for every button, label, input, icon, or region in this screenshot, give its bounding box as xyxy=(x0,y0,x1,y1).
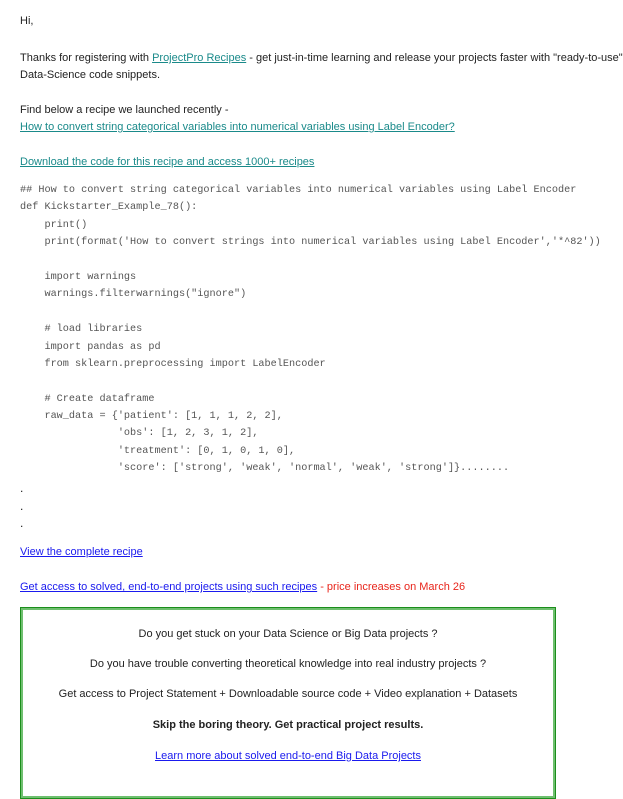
code-line: raw_data = {'patient': [1, 1, 1, 2, 2], xyxy=(20,411,283,423)
code-line: warnings.filterwarnings("ignore") xyxy=(20,289,247,301)
recipe-title-link[interactable]: How to convert string categorical variables into numerical variables using Label Encoder? xyxy=(20,121,455,133)
code-line: 'obs': [1, 2, 3, 1, 2], xyxy=(20,428,259,440)
promo-offer: Get access to Project Statement + Downloadable source code + Video explanation + Datasets xyxy=(58,688,518,700)
view-complete-recipe-link[interactable]: View the complete recipe xyxy=(20,546,143,558)
access-line xyxy=(20,581,465,593)
projectpro-recipes-link[interactable]: ProjectPro Recipes xyxy=(152,52,247,64)
code-line: ## How to convert string categorical variables into numerical variables using Label Encoder xyxy=(20,185,577,196)
intro-suffix: - get just-in-time learning and release your projects faster with "ready-to-use" xyxy=(246,52,623,64)
projects-promo-box xyxy=(20,607,556,799)
code-line xyxy=(20,304,601,321)
code-line xyxy=(20,373,601,390)
get-access-projects-link[interactable]: Get access to solved, end-to-end projects using such recipes xyxy=(20,581,318,593)
promo-question-2: Do you have trouble converting theoretical knowledge into real industry projects ? xyxy=(89,658,487,670)
code-line: import pandas as pd xyxy=(20,341,161,353)
price-increase-note: - price increases on March 26 xyxy=(317,581,466,593)
greeting: Hi, xyxy=(20,15,34,27)
code-line: 'treatment': [0, 1, 0, 1, 0], xyxy=(20,445,296,457)
ellipsis-dot-3: . xyxy=(20,516,24,530)
find-below-text: Find below a recipe we launched recently - xyxy=(20,104,229,116)
code-line xyxy=(20,252,601,269)
intro-prefix: Thanks for registering with xyxy=(20,52,153,64)
ellipsis-dot-1: . xyxy=(20,481,24,495)
code-line: import warnings xyxy=(20,271,137,283)
code-line: from sklearn.preprocessing import LabelEncoder xyxy=(20,358,326,370)
code-line: print() xyxy=(20,219,88,231)
promo-question-1: Do you get stuck on your Data Science or Big Data projects ? xyxy=(138,628,438,640)
code-line: 'score': ['strong', 'weak', 'normal', 'weak', 'strong']}........ xyxy=(20,463,510,475)
intro-line-1 xyxy=(20,52,623,64)
code-snippet xyxy=(20,182,601,478)
code-line: def Kickstarter_Example_78(): xyxy=(20,202,198,214)
intro-line-2: Data-Science code snippets. xyxy=(20,69,161,81)
code-line: # Create dataframe xyxy=(20,393,155,405)
learn-more-projects-link[interactable]: Learn more about solved end-to-end Big Data Projects xyxy=(155,750,421,762)
promo-tagline: Skip the boring theory. Get practical project results. xyxy=(152,719,424,731)
download-code-link[interactable]: Download the code for this recipe and access 1000+ recipes xyxy=(20,156,315,168)
code-line: # load libraries xyxy=(20,324,143,336)
ellipsis-dot-2: . xyxy=(20,499,24,513)
code-line: print(format('How to convert strings into numerical variables using Label Encoder','*^82')) xyxy=(20,237,601,249)
